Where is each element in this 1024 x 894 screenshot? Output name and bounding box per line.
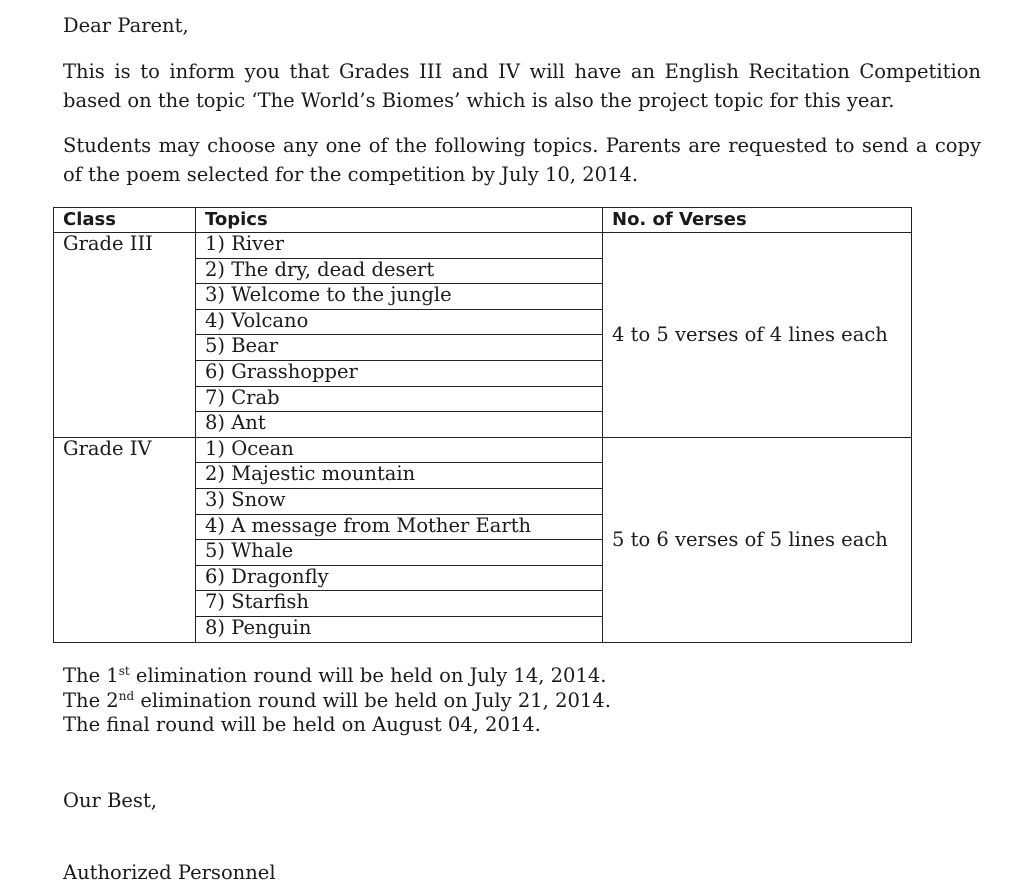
salutation: Dear Parent,	[63, 14, 189, 37]
topic-cell: 1) Ocean	[196, 437, 603, 463]
topic-cell: 3) Welcome to the jungle	[196, 284, 603, 310]
topic-cell: 6) Dragonfly	[196, 565, 603, 591]
rounds-schedule	[63, 664, 611, 738]
topic-cell: 3) Snow	[196, 488, 603, 514]
table-row	[54, 233, 912, 259]
topic-cell: 5) Whale	[196, 540, 603, 566]
round-2-line: The 2nd elimination round will be held on July 21, 2014.	[63, 688, 611, 712]
topic-cell: 4) A message from Mother Earth	[196, 514, 603, 540]
table-row	[54, 437, 912, 463]
topics-table	[53, 207, 912, 643]
grade-3-class: Grade III	[54, 233, 196, 438]
header-class: Class	[54, 208, 196, 233]
topic-cell: 6) Grasshopper	[196, 360, 603, 386]
topic-cell: 7) Starfish	[196, 591, 603, 617]
final-round-line: The final round will be held on August 04, 2014.	[63, 713, 541, 736]
closing: Our Best,	[63, 789, 157, 812]
topic-cell: 8) Penguin	[196, 616, 603, 642]
instructions-paragraph: Students may choose any one of the following topics. Parents are requested to send a copy of the poem selected for the competition by July 10, 2014.	[63, 134, 981, 186]
topic-cell: 2) Majestic mountain	[196, 463, 603, 489]
grade-4-class: Grade IV	[54, 437, 196, 642]
round-1-line: The 1st elimination round will be held on July 14, 2014.	[63, 664, 607, 687]
header-topics: Topics	[196, 208, 603, 233]
intro-paragraph: This is to inform you that Grades III and IV will have an English Recitation Competition based on the topic ‘The World’s Biomes’ which is also the project topic for this year.	[63, 60, 981, 112]
topic-cell: 5) Bear	[196, 335, 603, 361]
topic-cell: 2) The dry, dead desert	[196, 258, 603, 284]
table-header-row	[54, 208, 912, 233]
topic-cell: 8) Ant	[196, 412, 603, 438]
topic-cell: 7) Crab	[196, 386, 603, 412]
header-verses: No. of Verses	[603, 208, 912, 233]
grade-3-verses: 4 to 5 verses of 4 lines each	[603, 233, 912, 438]
grade-4-verses: 5 to 6 verses of 5 lines each	[603, 437, 912, 642]
topic-cell: 1) River	[196, 233, 603, 259]
signature: Authorized Personnel	[63, 861, 276, 884]
topic-cell: 4) Volcano	[196, 309, 603, 335]
